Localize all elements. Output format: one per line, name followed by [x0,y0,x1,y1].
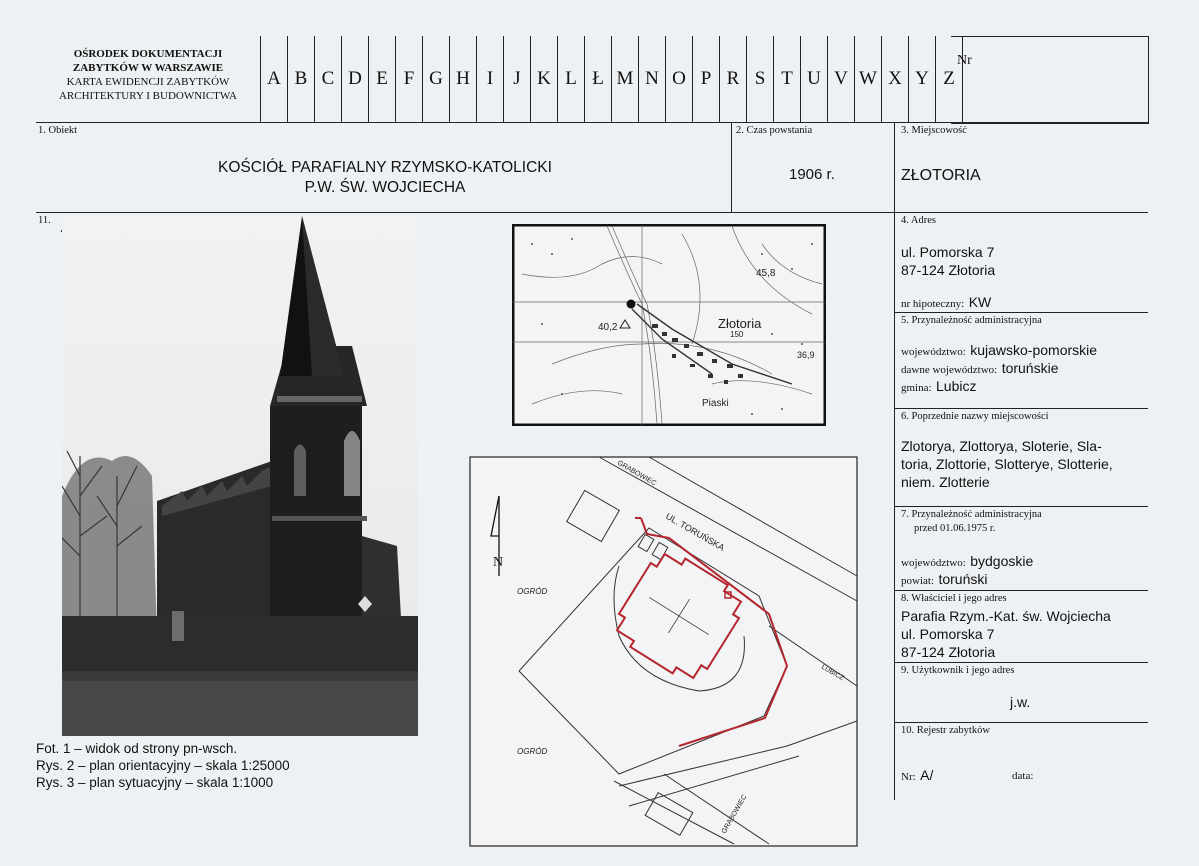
letter-cell: I [477,36,504,122]
wojewodztwo-row [901,342,1097,360]
uzytkownik-value: j.w. [1010,694,1031,710]
section11-label: 11. [38,215,51,226]
nr-label: Nr [957,53,972,68]
rule [894,408,1148,409]
map-village-label: Piaski [702,398,729,409]
street-label: GRABOWIEC [720,793,749,835]
letter-cell: G [423,36,450,122]
map-label: 45,8 [756,268,776,279]
wojewodztwo-value: kujawsko-pomorskie [970,342,1098,358]
letter-cell: Z [936,36,963,122]
institution-line: OŚRODEK DOKUMENTACJI [73,48,223,60]
dawne-woj-value: toruńskie [1001,360,1059,376]
street-label: UL. TORUŃSKA [664,511,727,553]
wlasciciel-address [901,607,1111,661]
letter-cell: N [639,36,666,122]
wlasciciel-line: 87-124 Złotoria [901,644,996,660]
letter-cell: V [828,36,855,122]
poprzednie-line: toria, Zlottorie, Slotterye, Slotterie, [901,456,1113,472]
przed-woj-row [901,553,1033,571]
uzytkownik-label: 9. Użytkownik i jego adres [901,665,1015,676]
adres-label: 4. Adres [901,215,936,226]
site-plan [469,456,859,848]
czas-value: 1906 r. [789,166,835,183]
letter-cell: W [855,36,882,122]
obiekt-line: KOŚCIÓŁ PARAFIALNY RZYMSKO-KATOLICKI [218,159,552,176]
gmina-label: gmina: [901,382,932,394]
letter-cell: L [558,36,585,122]
letter-cell: U [801,36,828,122]
wlasciciel-label: 8. Właściciel i jego adres [901,593,1007,604]
nr-box [951,36,1149,124]
obiekt-title [150,158,620,198]
poprzednie-line: niem. Zlotterie [901,474,990,490]
gmina-row [901,378,976,396]
rule [894,590,1148,591]
hipoteczny-label: nr hipoteczny: [901,298,965,310]
letter-cell: O [666,36,693,122]
letter-cell: R [720,36,747,122]
hipoteczny [901,294,991,312]
hipoteczny-value: KW [968,294,992,310]
obiekt-line: P.W. ŚW. WOJCIECHA [304,179,466,196]
street-label: GRABOWIEC [616,459,658,488]
rule [894,722,1148,723]
rule [894,662,1148,663]
przed-powiat-label: powiat: [901,575,934,587]
letter-cell: A [261,36,288,122]
letter-cell: C [315,36,342,122]
adres-line: 87-124 Złotoria [901,262,996,278]
letter-cell: J [504,36,531,122]
miejscowosc-value: ZŁOTORIA [901,167,981,184]
letter-cell: E [369,36,396,122]
caption: Rys. 3 – plan sytuacyjny – skala 1:1000 [36,775,274,790]
map-label: 150 [730,330,744,339]
rejestr-nr-label: Nr: [901,771,916,783]
map-label: 36,9 [797,350,815,360]
north-label: N [493,555,504,570]
rule [731,122,732,212]
przed-label: 7. Przynależność administracyjna [901,509,1042,520]
institution-line: ARCHITEKTURY I BUDOWNICTWA [58,90,238,102]
adres-line: ul. Pomorska 7 [901,244,995,260]
street-label: LUBICZ [820,663,846,683]
rule [894,312,1148,313]
rejestr-nr-value: A/ [920,767,934,783]
przed-date-label: przed 01.06.1975 r. [914,523,996,534]
gmina-value: Lubicz [936,378,977,394]
wlasciciel-line: Parafia Rzym.-Kat. św. Wojciecha [901,608,1111,624]
rejestr-data-label: data: [1012,770,1034,782]
rule [894,506,1148,507]
orientation-map [512,224,826,426]
institution-header [36,47,260,103]
obiekt-label: 1. Obiekt [38,125,78,136]
caption: Rys. 2 – plan orientacyjny – skala 1:25000 [36,758,290,773]
garden-label: OGRÓD [517,587,548,596]
poprzednie-line: Zlotorya, Zlottorya, Sloterie, Sla- [901,438,1102,454]
institution-line: ZABYTKÓW W WARSZAWIE [72,62,224,74]
letter-cell: Ł [585,36,612,122]
map-town-label: Złotoria [718,316,762,331]
institution-line: KARTA EWIDENCJI ZABYTKÓW [66,76,230,88]
letter-index [260,36,963,122]
poprzednie-names [901,437,1113,491]
letter-cell: Y [909,36,936,122]
garden-label: OGRÓD [517,747,548,756]
przed-woj-label: województwo: [901,557,966,569]
map-label: 40,2 [598,322,618,333]
letter-cell: D [342,36,369,122]
letter-cell: B [288,36,315,122]
captions [36,740,290,791]
letter-cell: X [882,36,909,122]
przed-powiat-value: toruński [938,571,988,587]
rule [36,122,1148,123]
letter-cell: F [396,36,423,122]
caption: Fot. 1 – widok od strony pn-wsch. [36,741,238,756]
letter-cell: S [747,36,774,122]
przynaleznosc-label: 5. Przynależność administracyjna [901,315,1042,326]
letter-cell: P [693,36,720,122]
letter-cell: M [612,36,639,122]
church-photo [62,216,418,736]
letter-cell: H [450,36,477,122]
rejestr-nr-row [901,767,933,785]
wojewodztwo-label: województwo: [901,346,966,358]
wlasciciel-line: ul. Pomorska 7 [901,626,995,642]
letter-cell: T [774,36,801,122]
dawne-woj-row [901,360,1059,378]
przed-powiat-row [901,571,987,589]
czas-label: 2. Czas powstania [736,125,813,136]
rejestr-label: 10. Rejestr zabytków [901,725,990,736]
miejscowosc-label: 3. Miejscowość [901,125,967,136]
letter-cell: K [531,36,558,122]
church-location-marker [627,300,636,309]
rule [894,122,895,800]
dawne-woj-label: dawne województwo: [901,364,998,376]
poprzednie-label: 6. Poprzednie nazwy miejscowości [901,411,1049,422]
przed-woj-value: bydgoskie [970,553,1034,569]
